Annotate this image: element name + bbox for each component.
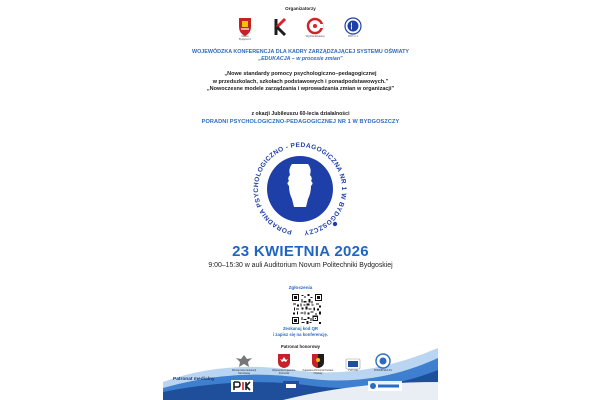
conference-subtitle: „EDUKACJA – w procesie zmian" — [258, 56, 343, 62]
conference-title: WOJEWÓDZKA KONFERENCJA DLA KADRY ZARZĄDZAJĄCEJ SYSTEMU OŚWIATY — [191, 49, 410, 55]
topic-line-3: „Nowoczesne modele zarządzania i wprowadzania zmian w organizacji" — [206, 86, 395, 93]
poster — [163, 0, 438, 400]
pik-media-logo — [231, 380, 253, 392]
k-logo — [270, 16, 290, 38]
curator-crest-logo — [311, 353, 325, 369]
topics-block — [163, 71, 438, 94]
jubilee-line: z okazji Jubileuszu 60-lecia działalności — [251, 111, 350, 117]
topic-line-1: „Nowe standardy pomocy psychologiczno–pedagogicznej — [224, 71, 377, 77]
voivode-eagle-logo — [276, 353, 292, 369]
honorary-logo-3-caption: Kujawsko-Pomorski Kurator Oświaty — [302, 369, 334, 375]
registration-qr-code[interactable] — [292, 294, 322, 324]
honorary-logo-1-caption: Ministerstwo Edukacji Narodowej — [231, 369, 257, 375]
emblem-ring-text: PORADNIA PSYCHOLOGICZNO - PEDAGOGICZNA NR 1 W BYDGOSZCZY — [252, 141, 348, 236]
event-date: 23 KWIETNIA 2026 — [232, 243, 369, 260]
counseling-center-emblem — [242, 131, 358, 247]
registration-label: Zgłoszenia — [288, 285, 313, 290]
emblem-dot — [333, 222, 337, 226]
honorary-logo-4-caption: TVP Info — [348, 369, 358, 372]
pomorska-media-logo — [368, 381, 402, 391]
scan-line-1: Zeskanuj kod QR — [282, 326, 319, 331]
honorary-logo-5-caption: POMORSKA.PL — [373, 369, 393, 372]
radio-media-logo — [283, 381, 299, 391]
media-patronage-label: Patronat medialny — [173, 377, 215, 382]
topic-line-2: w przedszkolach, szkołach podstawowych i ponadpodstawowych." — [212, 78, 389, 85]
organizer-logo-3-caption: Wydział Edukacji — [305, 35, 325, 38]
scan-line-2: i zapisz się na konferencję. — [272, 332, 329, 338]
organizer-logo-1-caption: Miasto Bydgoszcz — [238, 35, 252, 41]
center-name: PORADNI PSYCHOLOGICZNO-PEDAGOGICZNEJ NR 1 W BYDGOSZCZY — [201, 119, 400, 125]
organizers-label: Organizatorzy — [285, 6, 316, 11]
organizer-logo-4-caption: PPP nr 1 — [348, 35, 358, 38]
event-time-place: 9:00–15:30 w auli Auditorium Novum Politechniki Bydgoskiej — [208, 262, 393, 269]
pomorska-logo — [375, 353, 391, 369]
honorary-patronage-label: Patronat honorowy — [280, 344, 321, 349]
honorary-logo-2-caption: Wojewoda Kujawsko-Pomorski — [272, 369, 296, 375]
ministry-eagle-logo — [233, 353, 255, 369]
